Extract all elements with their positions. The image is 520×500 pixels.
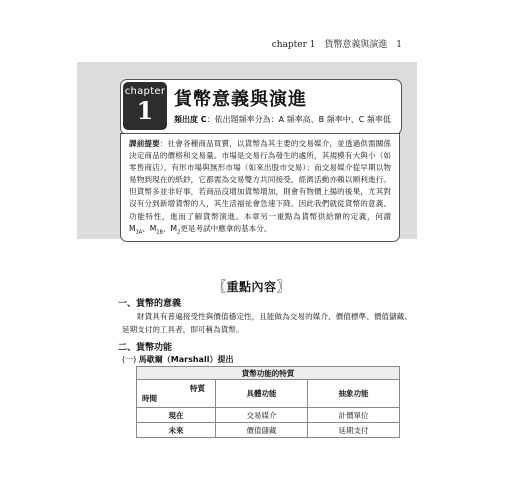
chapter-badge	[123, 82, 167, 130]
frequency-text: ：依出題頻率分為：A 頻率高、B 頻率中、C 頻率低	[206, 115, 391, 124]
summary-sub-2: 1B	[156, 229, 163, 236]
summary-box	[120, 133, 400, 242]
table-cell: 計價單位	[308, 408, 400, 423]
banner-close-bracket: 〗	[276, 280, 291, 295]
column-header-concrete: 具體功能	[216, 380, 308, 408]
page-number: 1	[396, 40, 402, 50]
summary-body-end: 更是考試中應拿的基本分。	[180, 223, 272, 233]
summary-body: ：社會各種商品買賣，以貨幣為其主要的交易媒介，並透過供需關係決定商品的價格和交易量。市場是交易行為發生的處所，其規模有大與小（如零售商店），有形市場與無形市場（如來出股市交易）；而交易媒介從早期以物易物到現在的紙鈔，它都需為交易雙方共同接受，經濟活動亦賴以順利進行。但貨幣多並非好事，若商品沒增加貨幣增加，則會有物價上揚的後果，尤其對沒有分到新增貨幣的人，其生活福祉會急速下降。因此我們就從貨幣的意義、功能特性，進而了解貨幣演進。本章另一重點為貨幣供給額的定義，何謂M	[129, 139, 392, 233]
summary-sub-1: 1A	[135, 229, 143, 236]
table-row	[137, 423, 400, 438]
table-header-row	[137, 380, 400, 408]
table-row	[137, 408, 400, 423]
summary-label: 課前提要	[129, 139, 160, 148]
chapter-badge-number: 1	[136, 96, 154, 125]
subsection-heading-marshall	[122, 354, 233, 365]
running-head-title: 貨幣意義與演進	[324, 40, 388, 50]
running-head-chapter: chapter 1	[271, 40, 316, 50]
section-paragraph-meaning: 財貨具有普遍接受性與價值穩定性，且能做為交易的媒介、價值標準、價值儲藏、延期支付的工具者，即可稱為貨幣。	[122, 312, 412, 334]
table-corner-cell	[137, 380, 216, 408]
frequency-label: 頻出度 C	[174, 115, 207, 124]
table-cell: 價值儲藏	[216, 423, 308, 438]
table-caption: 貨幣功能的特質	[137, 367, 400, 380]
key-content-banner	[213, 276, 290, 295]
summary-sep-2: 、M	[162, 223, 178, 233]
banner-open-bracket: 〖	[213, 280, 227, 295]
running-head	[272, 37, 402, 50]
table-caption-row	[137, 367, 400, 380]
table-cell: 延期支付	[308, 423, 400, 438]
column-header-abstract: 抽象功能	[308, 380, 400, 408]
corner-label-time: 時間	[142, 394, 157, 403]
summary-sub-3: 2	[177, 229, 181, 236]
chapter-badge-word: chapter	[124, 86, 166, 97]
row-header-future: 未來	[137, 423, 216, 438]
money-function-table	[136, 366, 400, 438]
subsection-title: 馬歇爾（Marshall）提出	[138, 355, 234, 364]
corner-label-trait: 特質	[190, 384, 205, 393]
summary-sep-1: 、M	[142, 223, 157, 233]
section-heading-function: 二、貨幣功能	[118, 343, 173, 353]
row-header-present: 現在	[137, 408, 216, 423]
summary-text	[129, 138, 391, 235]
section-heading-meaning: 一、貨幣的意義	[118, 299, 182, 309]
banner-title: 重點內容	[226, 280, 277, 294]
frequency-line	[174, 114, 391, 125]
subsection-number: (一)	[122, 355, 137, 364]
table-cell: 交易媒介	[216, 408, 308, 423]
chapter-title: 貨幣意義與演進	[174, 89, 307, 110]
